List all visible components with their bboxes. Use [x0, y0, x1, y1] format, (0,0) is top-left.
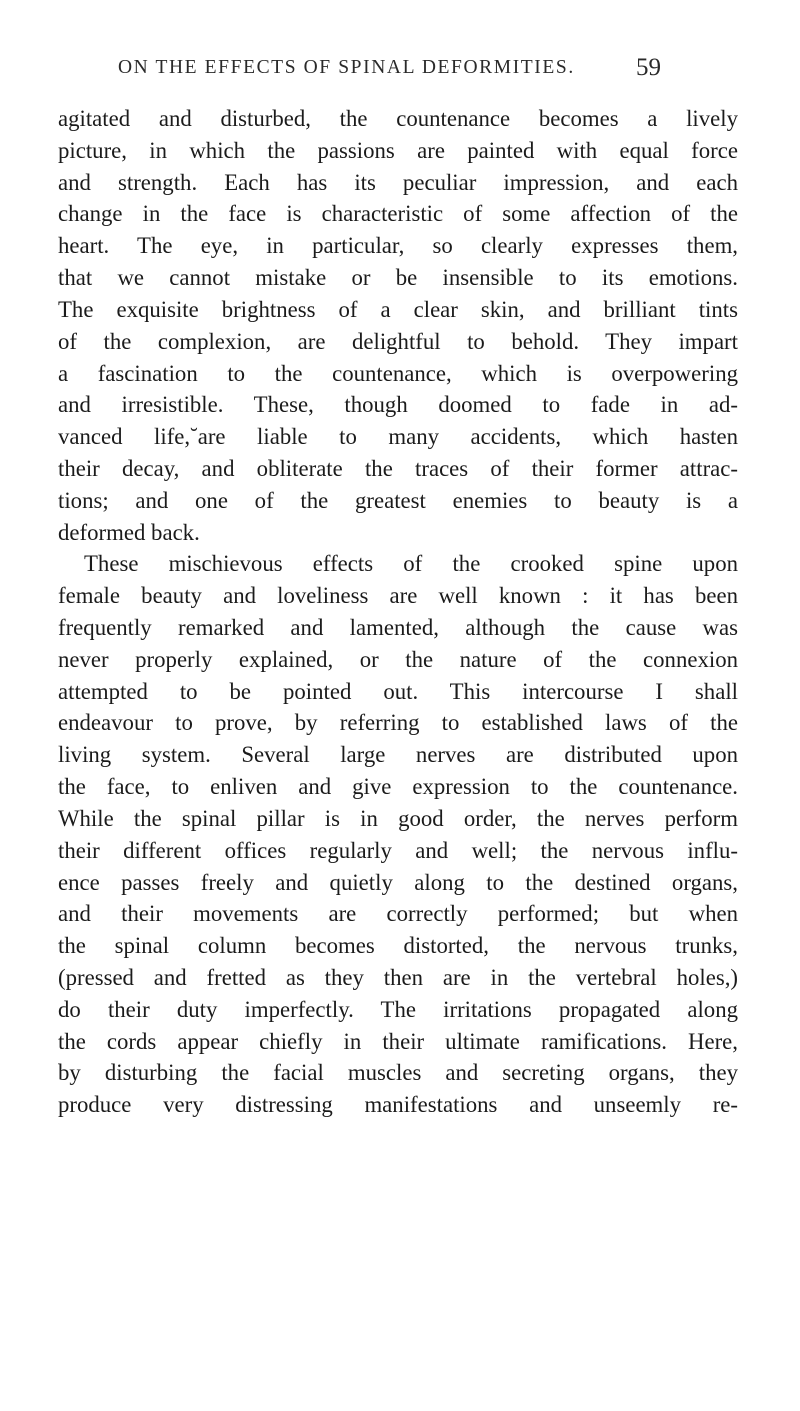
text-line: the spinal column becomes distorted, the nervous trunks, [58, 933, 738, 959]
text-line: and irresistible. These, though doomed to fade in ad- [58, 392, 738, 418]
text-line: their decay, and obliterate the traces of their former attrac- [58, 455, 738, 481]
paragraph-start-line: These mischievous effects of the crooked spine upon [84, 551, 738, 577]
text-line: frequently remarked and lamented, although the cause was [58, 615, 738, 640]
text-line: (pressed and fretted as they then are in the vertebral holes,) [58, 964, 738, 990]
text-line: that we cannot mistake or be insensible to its emotions. [58, 265, 738, 291]
text-line: endeavour to prove, by referring to established laws of the [58, 710, 738, 736]
text-line: their different offices regularly and well; the nervous influ- [58, 837, 738, 863]
text-line: heart. The eye, in particular, so clearly expresses them, [58, 233, 738, 259]
text-line: While the spinal pillar is in good order, the nerves perform [58, 805, 738, 831]
page-number: 59 [636, 54, 661, 81]
text-line: and their movements are correctly performed; but when [58, 901, 738, 927]
text-line: The exquisite brightness of a clear skin, and brilliant tints [58, 296, 738, 322]
text-line: a fascination to the countenance, which is overpowering [58, 360, 738, 386]
text-line: female beauty and loveliness are well known : it has been [58, 583, 738, 609]
text-line: of the complexion, are delightful to behold. They impart [58, 328, 738, 354]
text-line: and strength. Each has its peculiar impression, and each [58, 169, 738, 195]
text-line: picture, in which the passions are painted with equal force [58, 137, 738, 163]
text-line: deformed back. [58, 519, 200, 545]
body-text [58, 103, 738, 1121]
text-line: tions; and one of the greatest enemies to beauty is a [58, 487, 738, 513]
text-line: living system. Several large nerves are distributed upon [58, 742, 738, 768]
text-line: the cords appear chiefly in their ultimate ramifications. Here, [58, 1028, 738, 1054]
text-line: by disturbing the facial muscles and secreting organs, they [58, 1060, 738, 1086]
running-title: ON THE EFFECTS OF SPINAL DEFORMITIES. [118, 57, 575, 78]
text-line: ence passes freely and quietly along to the destined organs, [58, 869, 738, 895]
text-line: agitated and disturbed, the countenance becomes a lively [58, 106, 738, 131]
text-line: vanced life,˘are liable to many accidents, which hasten [58, 424, 738, 450]
text-line: never properly explained, or the nature of the connexion [58, 646, 738, 672]
text-line: the face, to enliven and give expression to the countenance. [58, 774, 738, 800]
running-head [60, 48, 796, 88]
text-line: produce very distressing manifestations and unseemly re- [58, 1092, 738, 1118]
text-line: do their duty imperfectly. The irritations propagated along [58, 996, 738, 1022]
text-line: change in the face is characteristic of some affection of the [58, 201, 738, 227]
text-line: attempted to be pointed out. This intercourse I shall [58, 678, 738, 704]
